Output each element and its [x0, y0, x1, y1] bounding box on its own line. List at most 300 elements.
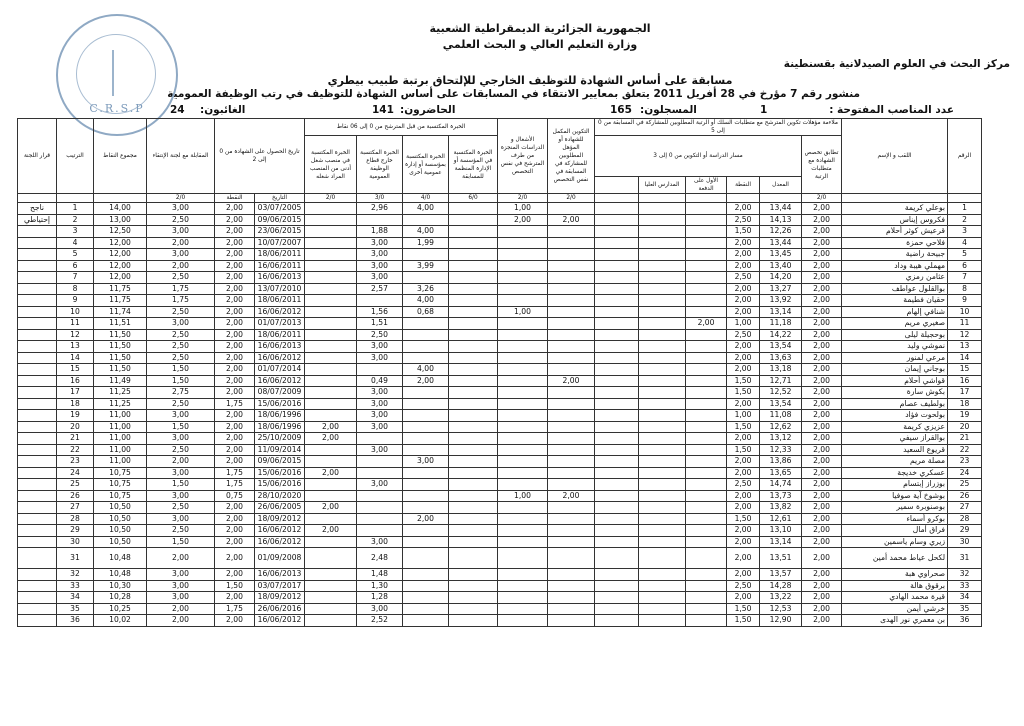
cell-train — [548, 525, 595, 537]
cell-date: 11/09/2014 — [255, 444, 305, 456]
cell-inter: 2,50 — [147, 444, 215, 456]
table-row — [18, 513, 982, 525]
cell-first — [686, 398, 727, 410]
cell-total: 10,75 — [94, 467, 147, 479]
cell-e2 — [403, 341, 449, 353]
cell-works — [498, 615, 548, 627]
cell-rank: 35 — [57, 603, 94, 615]
cell-dpts: 2,00 — [215, 444, 255, 456]
cell-e2 — [403, 569, 449, 581]
cell-e4 — [305, 260, 357, 272]
cell-e4 — [305, 249, 357, 261]
cell-dpts: 2,00 — [215, 592, 255, 604]
table-row — [18, 410, 982, 422]
cell-works — [498, 456, 548, 468]
cell-empty — [595, 214, 639, 226]
cell-fit: 2,00 — [802, 364, 842, 376]
cell-higher — [639, 329, 686, 341]
cell-e3 — [357, 456, 403, 468]
cell-dec — [18, 375, 57, 387]
cell-dpts: 2,00 — [215, 249, 255, 261]
cell-total: 10,50 — [94, 502, 147, 514]
cell-fit: 2,00 — [802, 237, 842, 249]
cell-date: 16/06/2012 — [255, 525, 305, 537]
cell-fit: 2,00 — [802, 502, 842, 514]
cell-e4 — [305, 456, 357, 468]
cell-e1 — [449, 387, 498, 399]
cell-e2 — [403, 479, 449, 491]
cell-higher — [639, 548, 686, 569]
table-row — [18, 603, 982, 615]
cell-inter: 1,50 — [147, 536, 215, 548]
cell-inter: 1,75 — [147, 295, 215, 307]
cell-e4 — [305, 283, 357, 295]
col-num-header: الرقم — [948, 119, 982, 194]
experience-group-header: الخبرة المكتسبة من قبل المترشح من 0 إلى 06 نقاط — [305, 119, 498, 136]
cell-pts: 2,00 — [727, 295, 760, 307]
cell-dpts: 2,00 — [215, 306, 255, 318]
cell-rank: 20 — [57, 421, 94, 433]
cell-total: 12,00 — [94, 237, 147, 249]
cell-empty — [595, 387, 639, 399]
table-row — [18, 375, 982, 387]
cell-e1 — [449, 203, 498, 215]
cell-e1 — [449, 592, 498, 604]
cell-rank: 24 — [57, 467, 94, 479]
cell-e3 — [357, 513, 403, 525]
cell-rank: 13 — [57, 341, 94, 353]
max-label: 2/0 — [548, 194, 595, 203]
present-value: 141 — [372, 104, 394, 116]
cell-name: قريوع السعيد — [842, 444, 948, 456]
cell-dec: ناجح — [18, 203, 57, 215]
cell-dpts: 2,00 — [215, 237, 255, 249]
cell-fit: 2,00 — [802, 456, 842, 468]
table-row — [18, 318, 982, 330]
cell-pts: 2,00 — [727, 525, 760, 537]
cell-date: 16/06/2013 — [255, 341, 305, 353]
cell-pts: 2,00 — [727, 433, 760, 445]
table-row — [18, 502, 982, 514]
cell-total: 11,51 — [94, 318, 147, 330]
cell-fit: 2,00 — [802, 444, 842, 456]
cell-train — [548, 237, 595, 249]
cell-fit: 2,00 — [802, 226, 842, 238]
cell-inter: 3,00 — [147, 592, 215, 604]
cell-dec — [18, 479, 57, 491]
cell-dpts: 2,00 — [215, 226, 255, 238]
cell-rank: 5 — [57, 249, 94, 261]
cell-num: 22 — [948, 444, 982, 456]
cell-first — [686, 237, 727, 249]
cell-pts: 2,50 — [727, 272, 760, 284]
cell-first — [686, 283, 727, 295]
cell-higher — [639, 502, 686, 514]
cell-total: 12,00 — [94, 272, 147, 284]
cell-higher — [639, 536, 686, 548]
cell-works — [498, 272, 548, 284]
cell-fit: 2,00 — [802, 214, 842, 226]
cell-rank: 12 — [57, 329, 94, 341]
cell-rate: 13,22 — [760, 592, 802, 604]
cell-rank: 10 — [57, 306, 94, 318]
cell-rate: 13,86 — [760, 456, 802, 468]
cell-dpts: 1,75 — [215, 398, 255, 410]
cell-dpts: 2,00 — [215, 421, 255, 433]
cell-rank: 6 — [57, 260, 94, 272]
cell-rank: 15 — [57, 364, 94, 376]
republic-title: الجمهورية الجزائرية الديمقراطية الشعبية — [429, 22, 651, 35]
cell-first — [686, 260, 727, 272]
cell-empty — [595, 548, 639, 569]
cell-pts: 2,00 — [727, 283, 760, 295]
open-posts-value: 1 — [760, 104, 768, 116]
cell-inter: 2,75 — [147, 387, 215, 399]
cell-fit: 2,00 — [802, 203, 842, 215]
cell-num: 16 — [948, 375, 982, 387]
cell-first — [686, 364, 727, 376]
cell-works — [498, 525, 548, 537]
cell-name: بوجاني إيمان — [842, 364, 948, 376]
cell-first — [686, 467, 727, 479]
cell-first — [686, 548, 727, 569]
cell-first — [686, 329, 727, 341]
cell-train — [548, 603, 595, 615]
cell-higher — [639, 569, 686, 581]
cell-first — [686, 479, 727, 491]
cell-total: 11,74 — [94, 306, 147, 318]
cell-higher — [639, 467, 686, 479]
cell-first — [686, 456, 727, 468]
cell-works — [498, 387, 548, 399]
cell-empty — [595, 398, 639, 410]
exp4-header: الخبرة المكتسبة في منصب شغل أدنى من المنصب المراد شغله — [305, 136, 357, 194]
cell-rate: 12,33 — [760, 444, 802, 456]
cell-works — [498, 444, 548, 456]
table-row — [18, 444, 982, 456]
cell-inter: 2,50 — [147, 329, 215, 341]
cell-train — [548, 306, 595, 318]
cell-e2: 1,99 — [403, 237, 449, 249]
cell-e1 — [449, 329, 498, 341]
cell-dpts: 2,00 — [215, 513, 255, 525]
cell-train — [548, 421, 595, 433]
cell-pts: 1,50 — [727, 387, 760, 399]
cell-pts: 1,50 — [727, 421, 760, 433]
cell-date: 16/06/2012 — [255, 352, 305, 364]
cell-e1 — [449, 249, 498, 261]
cell-higher — [639, 444, 686, 456]
cell-num: 7 — [948, 272, 982, 284]
cell-num: 20 — [948, 421, 982, 433]
cell-rate: 13,65 — [760, 467, 802, 479]
cell-higher — [639, 341, 686, 353]
cell-num: 13 — [948, 341, 982, 353]
max-label: 6/0 — [449, 194, 498, 203]
cell-rate: 13,14 — [760, 306, 802, 318]
cell-e4 — [305, 592, 357, 604]
cell-name: نموشي وليد — [842, 341, 948, 353]
cell-name: بولطيف عصام — [842, 398, 948, 410]
cell-fit: 2,00 — [802, 536, 842, 548]
cell-rate: 11,18 — [760, 318, 802, 330]
cell-first — [686, 272, 727, 284]
cell-e4 — [305, 569, 357, 581]
cell-train — [548, 318, 595, 330]
cell-name: مصلة مريم — [842, 456, 948, 468]
fit-spec-header: تطابق تخصص الشهادة مع متطلبات الرتبة — [802, 136, 842, 194]
cell-rate: 13,27 — [760, 283, 802, 295]
cell-total: 11,49 — [94, 375, 147, 387]
cell-e1 — [449, 318, 498, 330]
cell-rank: 11 — [57, 318, 94, 330]
cell-fit: 2,00 — [802, 467, 842, 479]
cell-e3 — [357, 433, 403, 445]
cell-empty — [595, 260, 639, 272]
cell-e2: 2,00 — [403, 513, 449, 525]
cell-dec — [18, 525, 57, 537]
cell-total: 11,50 — [94, 341, 147, 353]
interview-header: المقابلة مع لجنة الإنتقاء — [147, 119, 215, 194]
rank-header: الترتيب — [57, 119, 94, 194]
cell-first: 2,00 — [686, 318, 727, 330]
cell-num: 33 — [948, 580, 982, 592]
cell-dec — [18, 456, 57, 468]
cell-date: 18/06/2011 — [255, 295, 305, 307]
cell-train — [548, 226, 595, 238]
open-posts-label: عدد المناصب المفتوحة : — [829, 104, 954, 116]
cell-rate: 14,28 — [760, 580, 802, 592]
max-label: 2/0 — [802, 194, 842, 203]
cell-empty — [595, 375, 639, 387]
cell-first — [686, 603, 727, 615]
cell-e4 — [305, 536, 357, 548]
cell-date: 09/06/2015 — [255, 214, 305, 226]
cell-e2 — [403, 615, 449, 627]
cell-empty — [595, 569, 639, 581]
cell-train — [548, 444, 595, 456]
cell-dpts: 2,00 — [215, 272, 255, 284]
cell-empty — [595, 421, 639, 433]
cell-dec — [18, 580, 57, 592]
cell-rank: 3 — [57, 226, 94, 238]
cell-dpts: 2,00 — [215, 341, 255, 353]
table-row — [18, 306, 982, 318]
cell-higher — [639, 295, 686, 307]
cell-higher — [639, 525, 686, 537]
cell-name: شنافي إلهام — [842, 306, 948, 318]
cell-pts: 2,00 — [727, 398, 760, 410]
cell-e2: 2,00 — [403, 375, 449, 387]
cell-date: 03/07/2005 — [255, 203, 305, 215]
cell-date: 01/07/2014 — [255, 364, 305, 376]
max-label: 2/0 — [305, 194, 357, 203]
cell-pts: 2,00 — [727, 306, 760, 318]
rate-header: المعدل — [760, 177, 802, 194]
cell-dpts: 2,00 — [215, 295, 255, 307]
cell-empty — [595, 490, 639, 502]
cell-inter: 2,50 — [147, 398, 215, 410]
cell-num: 9 — [948, 295, 982, 307]
cell-rate: 13,44 — [760, 203, 802, 215]
cell-inter: 1,50 — [147, 375, 215, 387]
cell-inter: 2,00 — [147, 237, 215, 249]
cell-e3: 3,00 — [357, 272, 403, 284]
cell-num: 36 — [948, 615, 982, 627]
cell-dec — [18, 433, 57, 445]
cell-e1 — [449, 548, 498, 569]
cell-pts: 2,00 — [727, 203, 760, 215]
cell-higher — [639, 513, 686, 525]
table-row — [18, 490, 982, 502]
cell-pts: 1,50 — [727, 615, 760, 627]
cell-inter: 1,75 — [147, 283, 215, 295]
cell-first — [686, 592, 727, 604]
cell-date: 28/10/2020 — [255, 490, 305, 502]
cell-e4: 2,00 — [305, 421, 357, 433]
cell-num: 21 — [948, 433, 982, 445]
cell-e1 — [449, 433, 498, 445]
cell-first — [686, 536, 727, 548]
contest-title: مسابقة على أساس الشهادة للتوظيف الخارجي للإلتحاق برتبة طبيب بيطري — [327, 74, 733, 87]
cell-rank: 1 — [57, 203, 94, 215]
cell-empty — [595, 592, 639, 604]
cell-works — [498, 341, 548, 353]
cell-train — [548, 387, 595, 399]
cell-first — [686, 410, 727, 422]
registered-label: المسجلون: — [640, 104, 697, 116]
cell-rate: 12,71 — [760, 375, 802, 387]
cell-dpts: 2,00 — [215, 318, 255, 330]
table-row — [18, 214, 982, 226]
cell-pts: 2,00 — [727, 364, 760, 376]
cell-dpts: 2,00 — [215, 387, 255, 399]
cell-e2 — [403, 592, 449, 604]
cell-pts: 2,00 — [727, 237, 760, 249]
cell-num: 31 — [948, 548, 982, 569]
cell-name: بوالقلول عواطف — [842, 283, 948, 295]
cell-first — [686, 352, 727, 364]
total-header: مجموع النقاط — [94, 119, 147, 194]
cell-num: 27 — [948, 502, 982, 514]
cell-works — [498, 421, 548, 433]
date-subheader: التاريخ — [255, 194, 305, 203]
cell-total: 11,00 — [94, 444, 147, 456]
cell-name: عثامن رمزي — [842, 272, 948, 284]
cell-date: 09/06/2015 — [255, 456, 305, 468]
cell-fit: 2,00 — [802, 352, 842, 364]
cell-total: 10,50 — [94, 525, 147, 537]
cell-date: 18/06/1996 — [255, 410, 305, 422]
cell-works — [498, 536, 548, 548]
cell-fit: 2,00 — [802, 398, 842, 410]
cell-e3: 3,00 — [357, 410, 403, 422]
cell-total: 14,00 — [94, 203, 147, 215]
cell-inter: 1,50 — [147, 364, 215, 376]
cell-inter: 2,00 — [147, 548, 215, 569]
cell-e3 — [357, 490, 403, 502]
cell-inter: 3,00 — [147, 318, 215, 330]
cell-dec — [18, 341, 57, 353]
table-row — [18, 536, 982, 548]
cell-name: بوصنوبرة سمير — [842, 502, 948, 514]
cell-first — [686, 226, 727, 238]
cell-rank: 22 — [57, 444, 94, 456]
cell-e4 — [305, 352, 357, 364]
cell-inter: 2,50 — [147, 352, 215, 364]
cell-higher — [639, 352, 686, 364]
cell-num: 6 — [948, 260, 982, 272]
cell-first — [686, 341, 727, 353]
cell-name: قواشي أحلام — [842, 375, 948, 387]
cell-date: 18/09/2012 — [255, 513, 305, 525]
cell-pts: 1,50 — [727, 226, 760, 238]
cell-e1 — [449, 444, 498, 456]
cell-total: 11,75 — [94, 283, 147, 295]
cell-name: بولحوت فؤاد — [842, 410, 948, 422]
cell-works — [498, 318, 548, 330]
cell-dpts: 2,00 — [215, 615, 255, 627]
cell-e4: 2,00 — [305, 525, 357, 537]
cell-inter: 3,00 — [147, 410, 215, 422]
cell-num: 11 — [948, 318, 982, 330]
cell-higher — [639, 456, 686, 468]
cell-works — [498, 329, 548, 341]
cell-fit: 2,00 — [802, 295, 842, 307]
cell-e4 — [305, 295, 357, 307]
cell-first — [686, 421, 727, 433]
table-row — [18, 272, 982, 284]
cell-dec — [18, 387, 57, 399]
cell-total: 11,50 — [94, 364, 147, 376]
cell-rank: 33 — [57, 580, 94, 592]
cell-name: حقيان فطيمة — [842, 295, 948, 307]
cell-e1 — [449, 580, 498, 592]
cell-num: 34 — [948, 592, 982, 604]
cell-dec — [18, 421, 57, 433]
cell-dpts: 2,00 — [215, 364, 255, 376]
cell-e3: 2,52 — [357, 615, 403, 627]
cell-rank: 27 — [57, 502, 94, 514]
cell-e4 — [305, 398, 357, 410]
cell-name: صغيري مريم — [842, 318, 948, 330]
cell-higher — [639, 410, 686, 422]
cell-num: 4 — [948, 237, 982, 249]
cell-dec — [18, 513, 57, 525]
cell-dec — [18, 306, 57, 318]
cell-fit: 2,00 — [802, 410, 842, 422]
cell-name: مهملي هيبة وداد — [842, 260, 948, 272]
works-header: الأشغال و الدراسات المنجزة من طرف المترشح في نفس التخصص — [498, 119, 548, 194]
cell-e1 — [449, 237, 498, 249]
cell-rate: 13,51 — [760, 548, 802, 569]
cell-num: 23 — [948, 456, 982, 468]
cell-inter: 2,50 — [147, 306, 215, 318]
cell-higher — [639, 433, 686, 445]
center-name: مركز البحث في العلوم الصيدلانية بقسنطينة — [783, 58, 1010, 70]
cell-total: 10,02 — [94, 615, 147, 627]
cell-higher — [639, 214, 686, 226]
cell-name: زيري وسام ياسمين — [842, 536, 948, 548]
cell-rank: 7 — [57, 272, 94, 284]
cell-num: 26 — [948, 490, 982, 502]
cell-works — [498, 502, 548, 514]
cell-date: 01/07/2013 — [255, 318, 305, 330]
cell-dec — [18, 536, 57, 548]
cell-higher — [639, 364, 686, 376]
cell-empty — [595, 318, 639, 330]
cell-num: 25 — [948, 479, 982, 491]
